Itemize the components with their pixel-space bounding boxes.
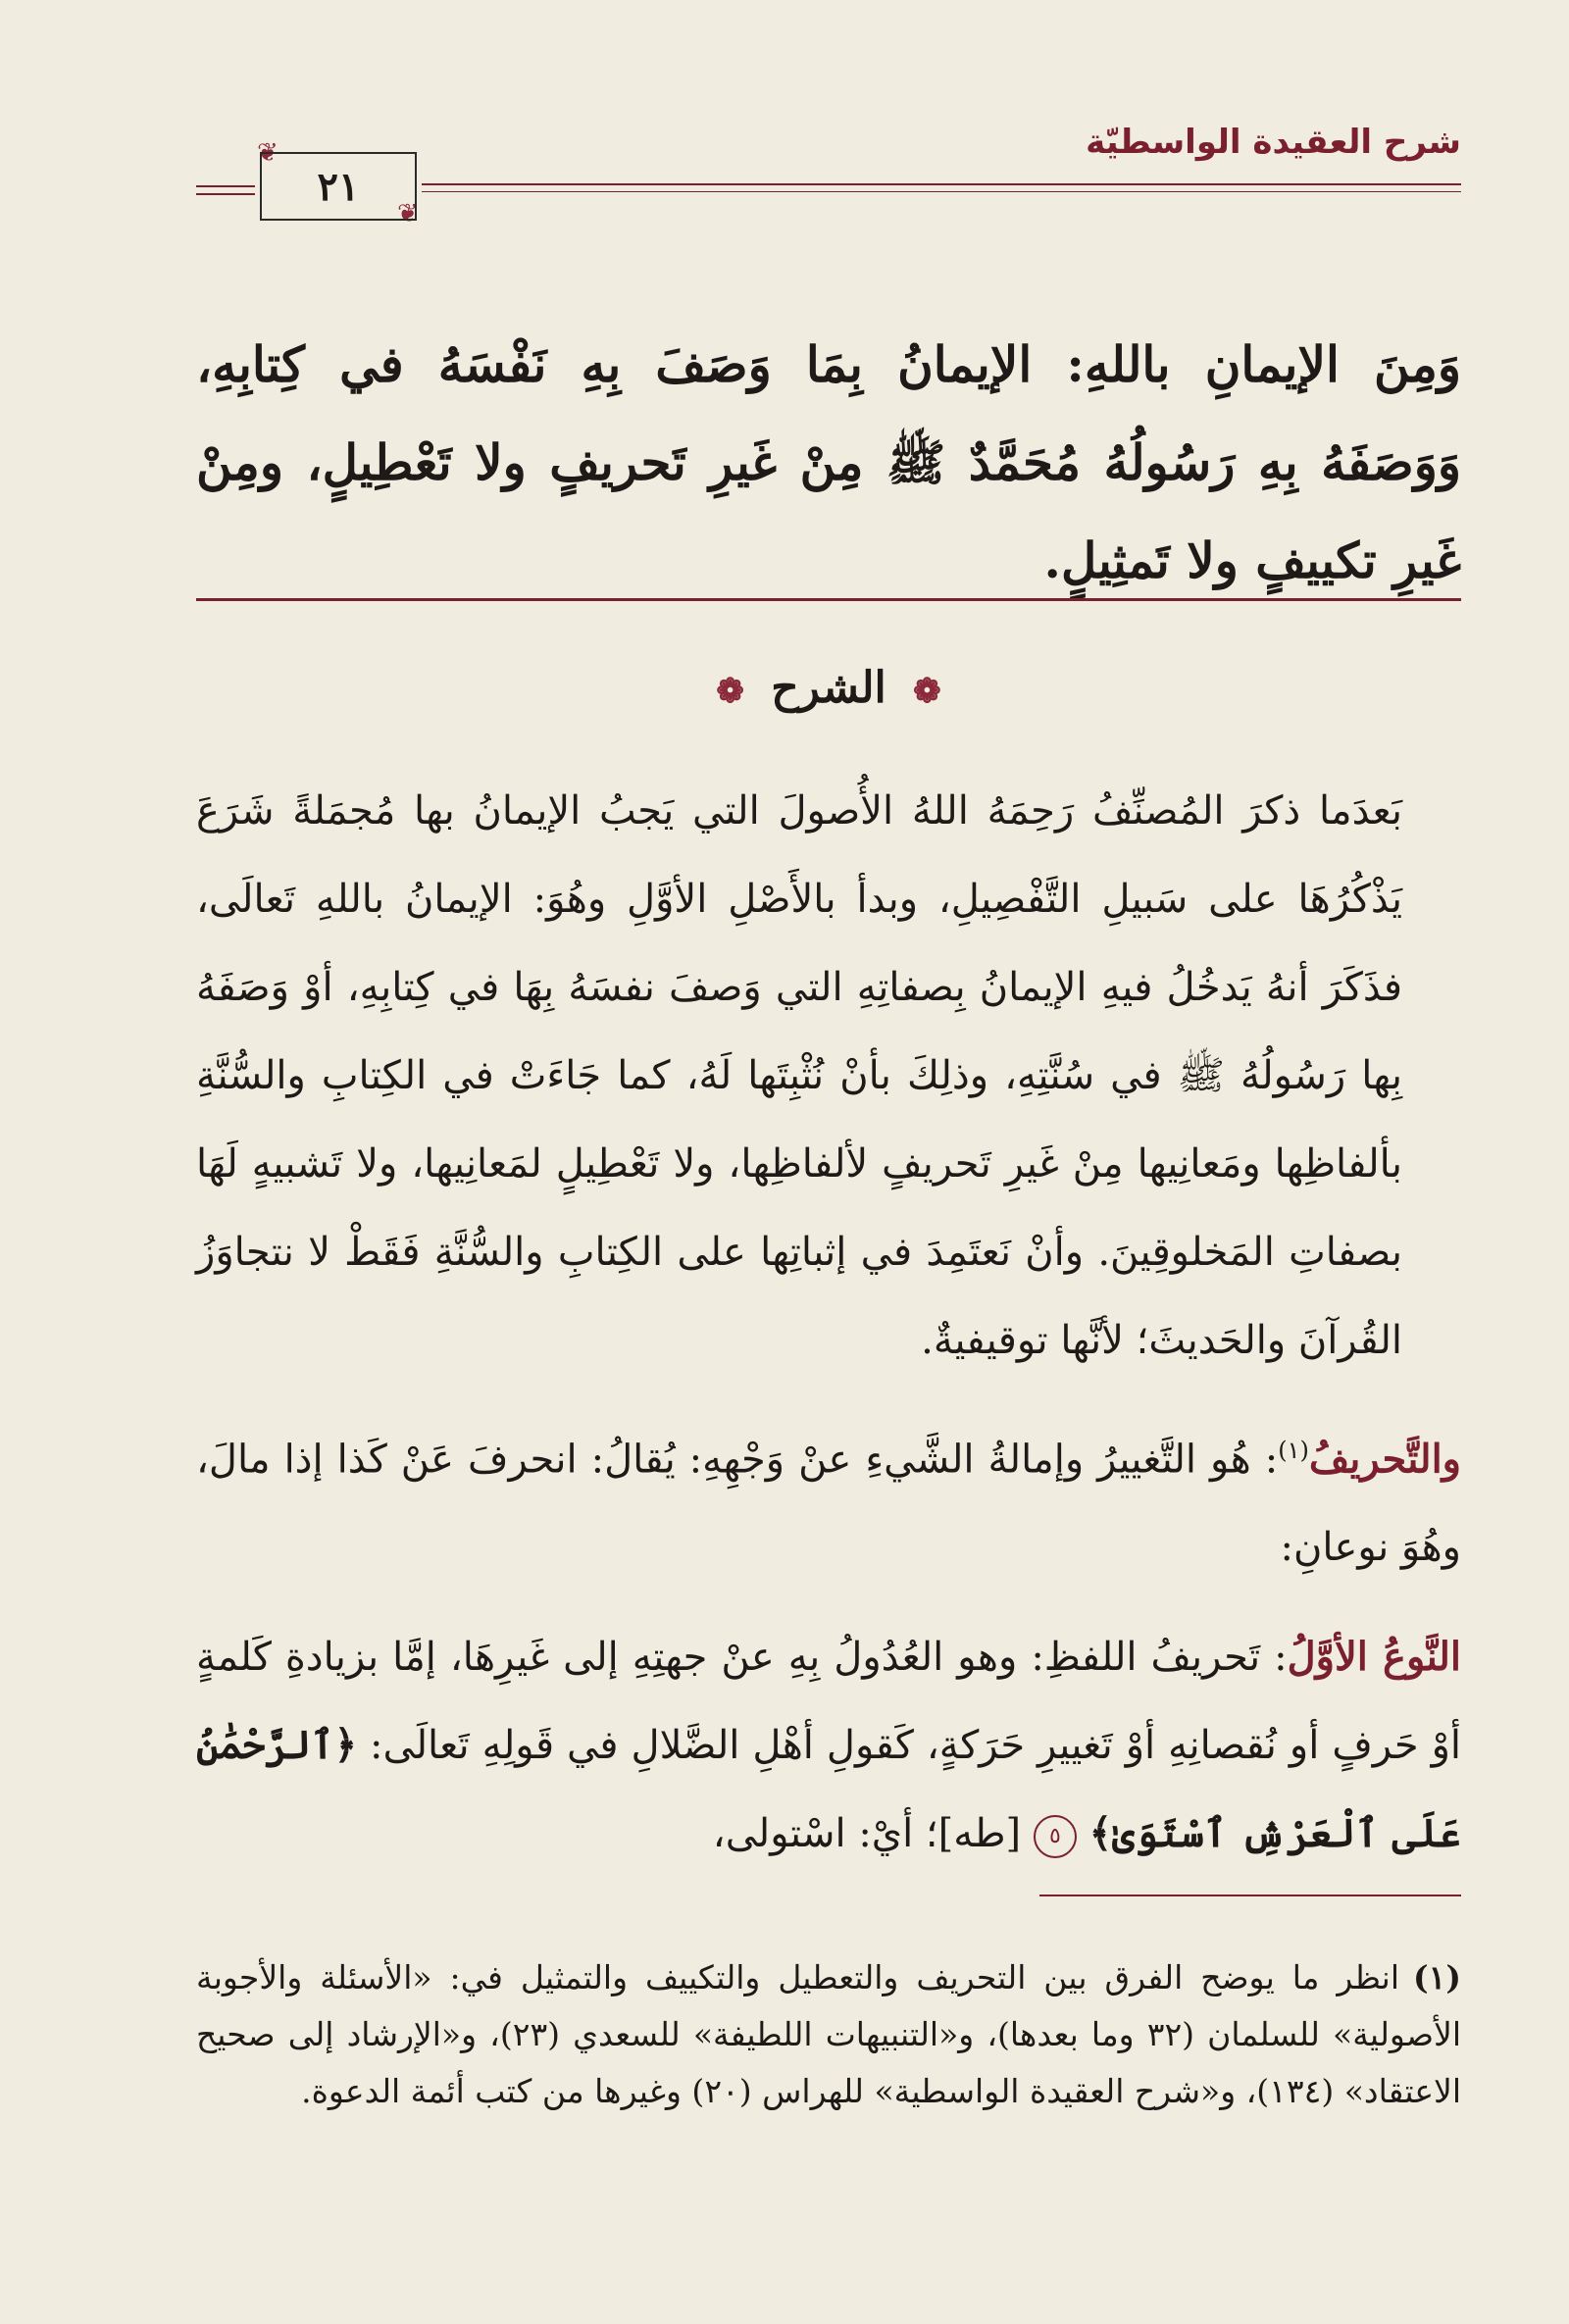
paragraph-first-type xyxy=(196,1613,1461,1878)
quran-verse: ﴿ٱلرَّحْمَٰنُ عَلَى ٱلْعَرْشِ ٱسْتَوَىٰ﴾ xyxy=(196,1722,1461,1857)
footnote xyxy=(196,1949,1461,2120)
header-rule-left-thin xyxy=(196,193,255,195)
corner-ornament-icon: ❦ xyxy=(257,138,278,168)
surah-name: [طه] xyxy=(937,1811,1022,1857)
term-first-type: النَّوعُ الأوَّلُ xyxy=(1287,1634,1461,1681)
term-tahrif: والتَّحريفُ xyxy=(1308,1436,1461,1483)
footnote-text: انظر ما يوضح الفرق بين التحريف والتعطيل والتكييف والتمثيل في: «الأسئلة والأجوبة الأصولية» للسلمان (٣٢ وما بعدها)، و«التنبيهات اللطيفة» للسعدي (٢٣)، و«الإرشاد إلى صحيح الاعتقاد» (١٣٤)، و«شرح العقيدة الواسطية» للهراس (٢٠) وغيرها من كتب أئمة الدعوة. xyxy=(196,1958,1461,2110)
footnote-number: (١) xyxy=(1413,1958,1461,1996)
paragraph-intro: بَعدَما ذكرَ المُصنِّفُ رَحِمَهُ اللهُ الأُصولَ التي يَجبُ الإيمانُ بها مُجمَلةً شَرَعَ يَذْكُرُهَا على سَبيلِ التَّفْصِيلِ، وبدأ بالأَصْلِ الأوَّلِ وهُوَ: الإيمانُ باللهِ تَعالَى، فذَكَرَ أنهُ يَدخُلُ فيهِ الإيمانُ بِصفاتِهِ التي وَصفَ نفسَهُ بِهَا في كِتابِهِ، أوْ وَصَفَهُ بِها رَسُولُهُ ﷺ في سُنَّتِهِ، وذلِكَ بأنْ نُثْبِتَها لَهُ، كما جَاءَتْ في الكِتابِ والسُّنَّةِ بألفاظِها ومَعانِيها مِنْ غَيرِ تَحريفٍ لألفاظِها، ولا تَعْطِيلٍ لمَعانِيها، ولا تَشبيهٍ لَهَا بصفاتِ المَخلوقِينَ. وأنْ نَعتَمِدَ في إثباتِها على الكِتابِ والسُّنَّةِ فَقَطْ لا نتجاوَزُ القُرآنَ والحَديثَ؛ لأنَّها توقيفيةٌ. xyxy=(196,788,1402,1363)
matn-text: وَمِنَ الإيمانِ باللهِ: الإيمانُ بِمَا وَصَفَ بِهِ نَفْسَهُ في كِتابِهِ، وَوَصَفَهُ بِهِ رَسُولُهُ مُحَمَّدٌ ﷺ مِنْ غَيرِ تَحريفٍ ولا تَعْطِيلٍ، ومِنْ غَيرِ تكييفٍ ولا تَمثِيلٍ. xyxy=(196,335,1461,589)
section-divider xyxy=(196,598,1461,601)
heading-ornament-icon: ❁ xyxy=(716,671,744,711)
ayah-number: ٥ xyxy=(1034,1815,1077,1858)
commentary-body xyxy=(196,767,1461,1878)
footnote-divider xyxy=(1039,1895,1461,1896)
section-heading xyxy=(196,663,1461,713)
first-type-text: : تَحريفُ اللفظِ: وهو العُدُولُ بِهِ عنْ جهتِهِ إلى غَيرِهَا، إمَّا بزيادةِ كَلمةٍ أوْ حَرفٍ أو نُقصانِهِ أوْ تَغييرِ حَرَكةٍ، كَقولِ أهْلِ الضَّلالِ في قَولِهِ تَعالَى: xyxy=(196,1635,1462,1769)
running-title: شرح العقيدة الواسطيّة xyxy=(1086,123,1461,162)
footnote-ref[interactable]: (١) xyxy=(1278,1437,1309,1464)
section-heading-text: الشرح xyxy=(771,663,886,713)
page-number: ٢١ xyxy=(260,152,417,221)
tahrif-definition: : هُو التَّغييرُ وإمالةُ الشَّيءِ عنْ وَجْهِهِ: يُقالُ: انحرفَ عَنْ كَذا إذا مالَ، وهُوَ نوعانِ: xyxy=(196,1437,1461,1571)
header-rule-left xyxy=(196,185,255,187)
header-rule-thin xyxy=(422,191,1461,192)
page-header xyxy=(196,123,1461,230)
paragraph-tahrif xyxy=(196,1406,1461,1591)
heading-ornament-icon: ❁ xyxy=(913,671,941,711)
corner-ornament-icon: ❦ xyxy=(397,199,419,228)
header-rule xyxy=(422,183,1461,185)
first-type-text-end: ؛ أيْ: اسْتولى، xyxy=(712,1811,938,1857)
